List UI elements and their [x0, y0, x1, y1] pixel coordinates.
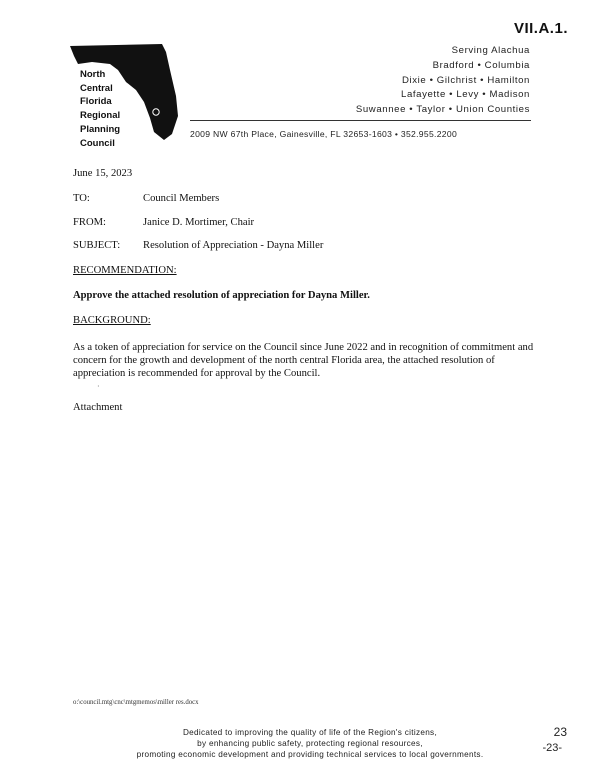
footer-line: promoting economic development and providing technical services to local governments.	[136, 749, 484, 759]
org-line: Planning	[80, 123, 121, 135]
serving-line: Dixie • Gilchrist • Hamilton	[401, 74, 530, 86]
background-text: As a token of appreciation for service on the Council since June 2022 and in recognition of commitment and concern for the growth and development of the north central Florida area, the attached resolution of appreciation is recommended for approval by the Council.	[73, 342, 534, 380]
org-line: North	[80, 69, 106, 80]
file-path: o:\council.mtg\cnc\mtgmemos\miller res.docx	[73, 699, 199, 706]
footer-mission	[80, 728, 540, 760]
letterhead-divider	[190, 120, 531, 121]
recommendation-heading: RECOMMENDATION:	[73, 265, 177, 276]
org-line: Central	[80, 82, 113, 94]
recommendation-text: Approve the attached resolution of appreciation for Dayna Miller.	[73, 290, 370, 301]
subject-label: SUBJECT:	[73, 240, 121, 251]
to-value: Council Members	[143, 193, 220, 204]
serving-line: Suwannee • Taylor • Union Counties	[355, 104, 530, 116]
agenda-item-code: VII.A.1.	[513, 20, 568, 37]
footer-line: Dedicated to improving the quality of life of the Region's citizens,	[182, 728, 438, 737]
page-label: -23-	[542, 742, 562, 754]
council-logo	[70, 44, 180, 149]
serving-line: Serving Alachua	[451, 45, 530, 56]
org-line: Florida	[80, 96, 112, 108]
footer-line: by enhancing public safety, protecting regional resources,	[197, 738, 423, 748]
scan-mark: ·	[97, 382, 100, 391]
to-label: TO:	[73, 193, 90, 204]
org-line: Council	[80, 137, 115, 149]
page-number: 23	[553, 725, 567, 739]
serving-line: Lafayette • Levy • Madison	[401, 89, 530, 101]
attachment-note: Attachment	[73, 402, 123, 413]
from-value: Janice D. Mortimer, Chair	[143, 217, 255, 228]
subject-value: Resolution of Appreciation - Dayna Miller	[143, 240, 324, 251]
memo-date: June 15, 2023	[73, 168, 133, 179]
background-heading: BACKGROUND:	[73, 315, 151, 326]
org-line: Regional	[80, 110, 121, 122]
serving-counties	[356, 44, 530, 118]
council-address: 2009 NW 67th Place, Gainesville, FL 32653-1603 • 352.955.2200	[190, 129, 458, 139]
serving-line: Bradford • Columbia	[432, 59, 530, 71]
council-name	[80, 68, 120, 150]
from-label: FROM:	[73, 217, 106, 228]
